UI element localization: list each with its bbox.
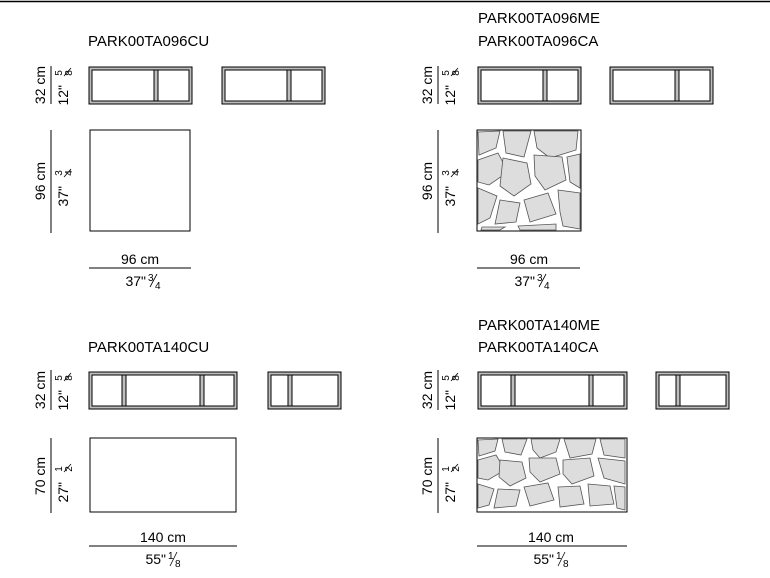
depth-frac-den: 2 [451,466,462,472]
product-code-2: PARK00TA140CA [478,339,599,356]
width-inch-label: 55" [533,551,554,567]
plan-view-inlay-top [477,438,627,512]
width-inch-label: 55" [145,551,166,567]
depth-frac-den: 4 [64,170,75,176]
depth-dimension [419,438,462,513]
depth-frac-num: 3 [54,170,65,176]
width-cm-label: 96 cm [509,251,549,267]
width-frac-num: 1 [556,551,562,562]
width-frac-den: 8 [175,559,181,570]
height-inch-label: 12" [55,390,71,411]
depth-frac-num: 3 [441,170,452,176]
height-cm-label: 32 cm [419,65,435,105]
height-cm-label: 32 cm [32,370,48,410]
depth-inch-label: 37" [55,186,71,207]
side-elevation [610,67,713,104]
height-dimension [32,370,75,411]
height-frac-den: 8 [451,70,462,76]
depth-inch-label: 27" [442,482,458,503]
front-elevation [478,372,627,409]
height-dimension [419,66,462,106]
height-frac-num: 5 [54,70,65,76]
width-cm-label: 96 cm [120,251,160,267]
side-elevation [268,372,341,409]
width-dimension [89,529,237,570]
height-inch-label: 12" [442,85,458,106]
height-frac-den: 8 [64,70,75,76]
front-elevation [478,67,581,104]
height-inch-label: 12" [55,85,71,106]
width-dimension [477,529,627,570]
plan-view-top [90,130,190,231]
depth-frac-num: 1 [441,466,452,472]
width-frac-num: 3 [148,273,154,284]
side-elevation [656,372,729,409]
width-cm-label: 140 cm [140,529,186,545]
height-cm-label: 32 cm [32,65,48,105]
height-dimension [419,370,462,411]
height-frac-den: 8 [451,375,462,381]
depth-dimension [419,130,462,233]
height-cm-label: 32 cm [419,370,435,410]
product-code: PARK00TA140CU [88,339,210,356]
panel-top-right [419,10,713,292]
panel-bottom-right [419,317,729,570]
side-elevation [222,67,325,104]
front-elevation [89,372,237,409]
product-code-1: PARK00TA140ME [478,317,600,334]
product-code-2: PARK00TA096CA [478,33,599,50]
depth-cm-label: 70 cm [419,456,435,496]
depth-inch-label: 27" [55,482,71,503]
width-dimension [89,251,191,292]
width-dimension [477,251,580,292]
depth-frac-den: 4 [451,170,462,176]
depth-frac-num: 1 [54,466,65,472]
panel-top-left [32,33,325,292]
height-frac-num: 5 [441,70,452,76]
width-frac-num: 1 [168,551,174,562]
depth-dimension [32,438,75,513]
width-cm-label: 140 cm [528,529,574,545]
front-elevation [89,67,192,104]
height-frac-num: 5 [441,375,452,381]
width-frac-den: 4 [155,281,161,292]
plan-view-top [90,438,236,512]
height-frac-den: 8 [64,375,75,381]
depth-cm-label: 70 cm [32,456,48,496]
width-frac-den: 8 [563,559,569,570]
width-frac-den: 4 [544,281,550,292]
depth-inch-label: 37" [442,186,458,207]
width-frac-num: 3 [537,273,543,284]
depth-cm-label: 96 cm [32,161,48,201]
depth-frac-den: 2 [64,466,75,472]
height-frac-num: 5 [54,375,65,381]
depth-cm-label: 96 cm [419,161,435,201]
height-dimension [32,66,75,106]
width-inch-label: 37" [514,273,535,289]
product-code-1: PARK00TA096ME [478,10,600,27]
depth-dimension [32,130,75,233]
product-code: PARK00TA096CU [88,33,210,50]
width-inch-label: 37" [125,273,146,289]
height-inch-label: 12" [442,390,458,411]
panel-bottom-left [32,339,341,570]
plan-view-inlay-top [477,130,581,231]
